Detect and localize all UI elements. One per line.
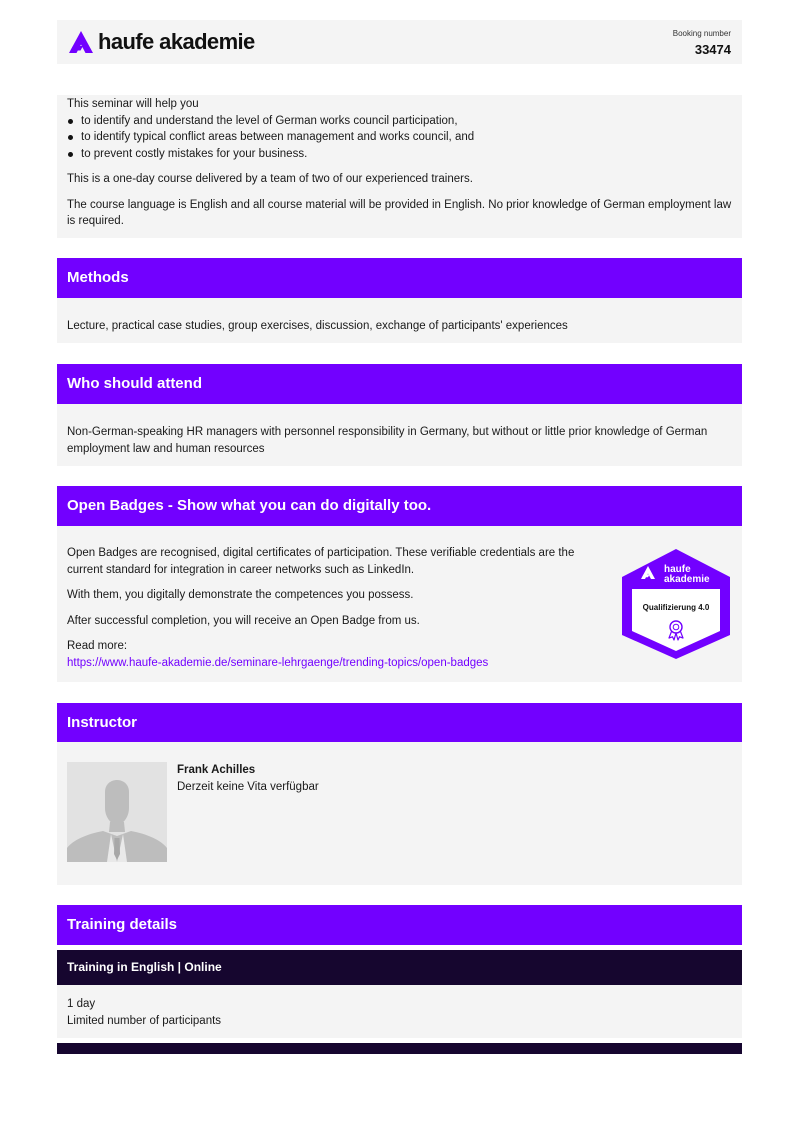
who-should-attend-heading: Who should attend [57, 364, 742, 404]
training-subtitle: Training in English | Online [57, 950, 742, 985]
training-details-heading: Training details [57, 905, 742, 945]
instructor-panel [57, 742, 742, 885]
badges-paragraph: After successful completion, you will receive an Open Badge from us. [67, 614, 420, 627]
person-placeholder-icon [67, 762, 167, 862]
instructor-vita: Derzeit keine Vita verfügbar [177, 781, 319, 793]
haufe-logo-icon [68, 30, 94, 54]
badge-logo-line2: akademie [664, 574, 710, 585]
list-item: to identify and understand the level of German works council participation, [67, 113, 732, 130]
who-should-attend-text: Non-German-speaking HR managers with personnel responsibility in Germany, but without or little prior knowledge of German employment law and human resources [67, 426, 708, 455]
methods-heading: Methods [57, 258, 742, 298]
training-participants: Limited number of participants [67, 1014, 222, 1027]
booking-info [673, 28, 731, 58]
page-header [57, 20, 742, 64]
open-badge-icon [620, 547, 732, 661]
training-duration: 1 day [67, 998, 96, 1010]
list-item: to prevent costly mistakes for your business. [67, 146, 732, 163]
intro-bullet-list [67, 113, 732, 163]
open-badges-link[interactable]: https://www.haufe-akademie.de/seminare-lehrgaenge/trending-topics/open-badges [67, 656, 489, 669]
intro-panel [57, 95, 742, 238]
instructor-avatar [67, 762, 167, 862]
intro-paragraph: This is a one-day course delivered by a team of two of our experienced trainers. [67, 173, 473, 185]
booking-number: 33474 [694, 42, 731, 57]
instructor-heading: Instructor [57, 703, 742, 743]
who-should-attend-panel [57, 404, 742, 466]
instructor-name: Frank Achilles [177, 764, 256, 776]
bottom-divider [57, 1043, 742, 1054]
intro-paragraph: The course language is English and all course material will be provided in English. No prior knowledge of German employment law is required. [67, 198, 732, 227]
logo-text: haufe akademie [98, 29, 255, 54]
haufe-akademie-logo[interactable] [68, 30, 255, 54]
open-badges-heading: Open Badges - Show what you can do digitally too. [57, 486, 742, 526]
methods-panel [57, 298, 742, 343]
badges-paragraph: Open Badges are recognised, digital certificates of participation. These verifiable credentials are the current standard for integration in career networks such as LinkedIn. [67, 547, 575, 576]
training-details-panel [57, 985, 742, 1038]
list-item: to identify typical conflict areas between management and works council, and [67, 129, 732, 146]
badge-logo-line1: haufe [664, 564, 691, 575]
booking-number-label: Booking number [672, 29, 731, 38]
read-more-label: Read more: [67, 640, 128, 652]
intro-lead: This seminar will help you [67, 98, 199, 110]
open-badges-panel [57, 526, 742, 682]
badge-label: Qualifizierung 4.0 [642, 603, 710, 612]
methods-text: Lecture, practical case studies, group exercises, discussion, exchange of participants' experiences [67, 320, 568, 332]
badges-paragraph: With them, you digitally demonstrate the competences you possess. [67, 589, 414, 601]
